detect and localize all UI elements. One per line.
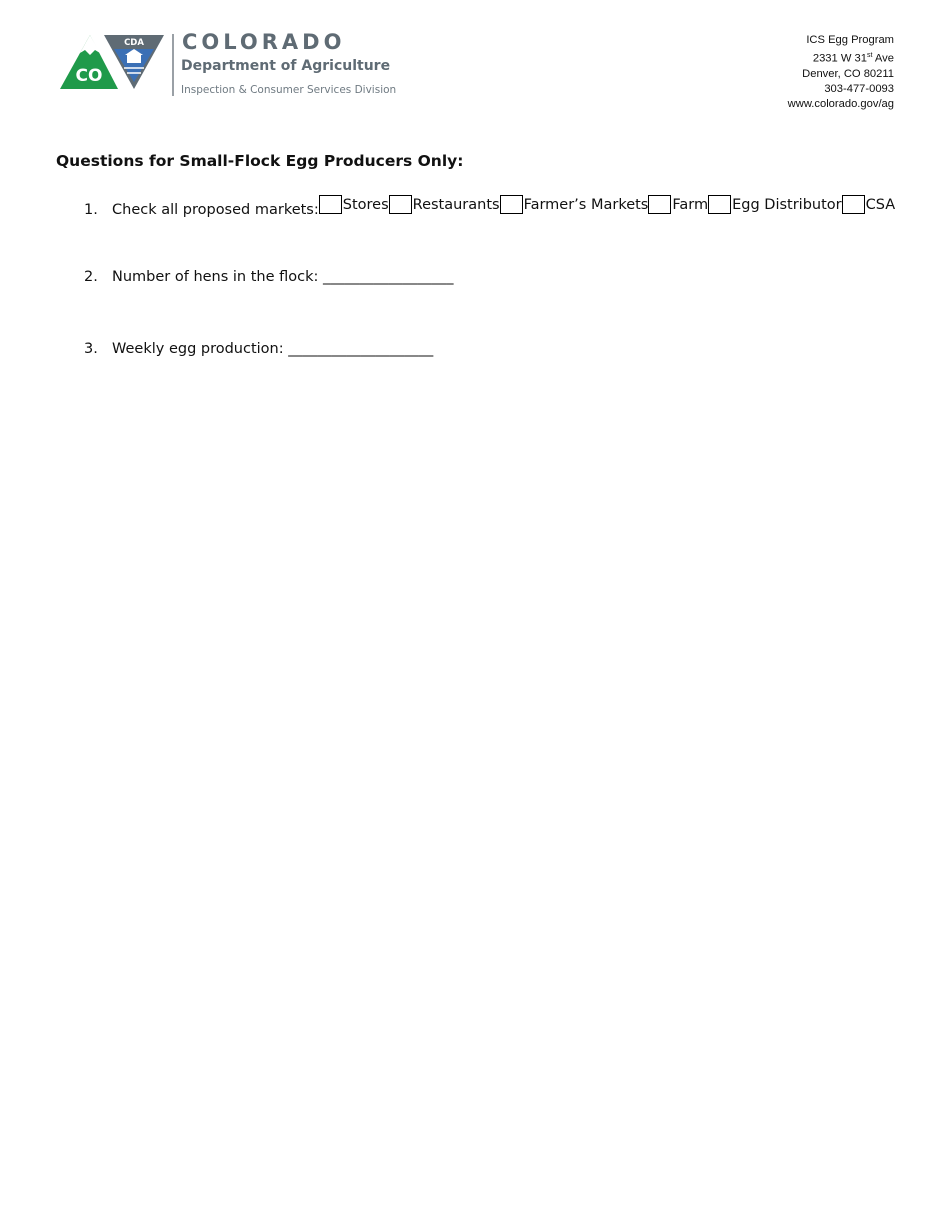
street-sup: st bbox=[866, 52, 873, 59]
market-option-label: Stores bbox=[342, 196, 389, 213]
hens-count-field[interactable]: __________________ bbox=[323, 269, 454, 285]
question-label: Check all proposed markets: bbox=[112, 202, 319, 218]
letterhead bbox=[0, 0, 950, 120]
website: www.colorado.gov/ag bbox=[787, 97, 894, 110]
address-block bbox=[788, 33, 894, 112]
market-option-egg-distributor bbox=[708, 195, 842, 214]
logo-divider bbox=[172, 34, 174, 96]
logo-barn-icon bbox=[127, 54, 141, 63]
question-number: 1. bbox=[84, 202, 98, 218]
question-hens bbox=[84, 269, 454, 285]
logo-badge-text: CDA bbox=[124, 38, 144, 48]
market-option-label: Farm bbox=[672, 196, 709, 213]
market-option-stores bbox=[319, 195, 389, 214]
weekly-production-field[interactable]: ____________________ bbox=[288, 341, 434, 357]
market-option-label: Restaurants bbox=[412, 196, 500, 213]
stores-checkbox[interactable] bbox=[319, 195, 342, 214]
logo-state-text: CO bbox=[75, 66, 103, 86]
org-name: COLORADO bbox=[182, 30, 346, 54]
org-division: Inspection & Consumer Services Division bbox=[181, 84, 397, 96]
question-number: 2. bbox=[84, 269, 98, 285]
market-option-csa bbox=[842, 195, 896, 214]
market-option-farmers-markets bbox=[500, 195, 649, 214]
market-option-farm bbox=[648, 195, 708, 214]
market-option-label: Farmer’s Markets bbox=[523, 196, 649, 213]
farmers-markets-checkbox[interactable] bbox=[500, 195, 523, 214]
phone-number: 303-477-0093 bbox=[824, 82, 894, 95]
market-option-label: Egg Distributor bbox=[732, 196, 842, 213]
street-suffix: Ave bbox=[872, 52, 894, 65]
org-department: Department of Agriculture bbox=[181, 58, 391, 74]
form-title: Questions for Small-Flock Egg Producers Only: bbox=[56, 152, 464, 170]
question-label: Number of hens in the flock: bbox=[112, 269, 324, 285]
question-markets bbox=[84, 195, 895, 218]
city-line: Denver, CO 80211 bbox=[802, 67, 894, 80]
farm-checkbox[interactable] bbox=[648, 195, 671, 214]
question-number: 3. bbox=[84, 341, 98, 357]
restaurants-checkbox[interactable] bbox=[389, 195, 412, 214]
csa-checkbox[interactable] bbox=[842, 195, 865, 214]
program-name: ICS Egg Program bbox=[806, 34, 894, 46]
cda-logo bbox=[58, 32, 166, 92]
question-label: Weekly egg production: bbox=[112, 341, 289, 357]
market-option-restaurants bbox=[389, 195, 500, 214]
question-weekly-production bbox=[84, 341, 433, 357]
street-prefix: 2331 W 31 bbox=[812, 52, 867, 65]
street-address bbox=[788, 48, 894, 67]
market-option-label: CSA bbox=[865, 196, 896, 213]
egg-distributor-checkbox[interactable] bbox=[708, 195, 731, 214]
